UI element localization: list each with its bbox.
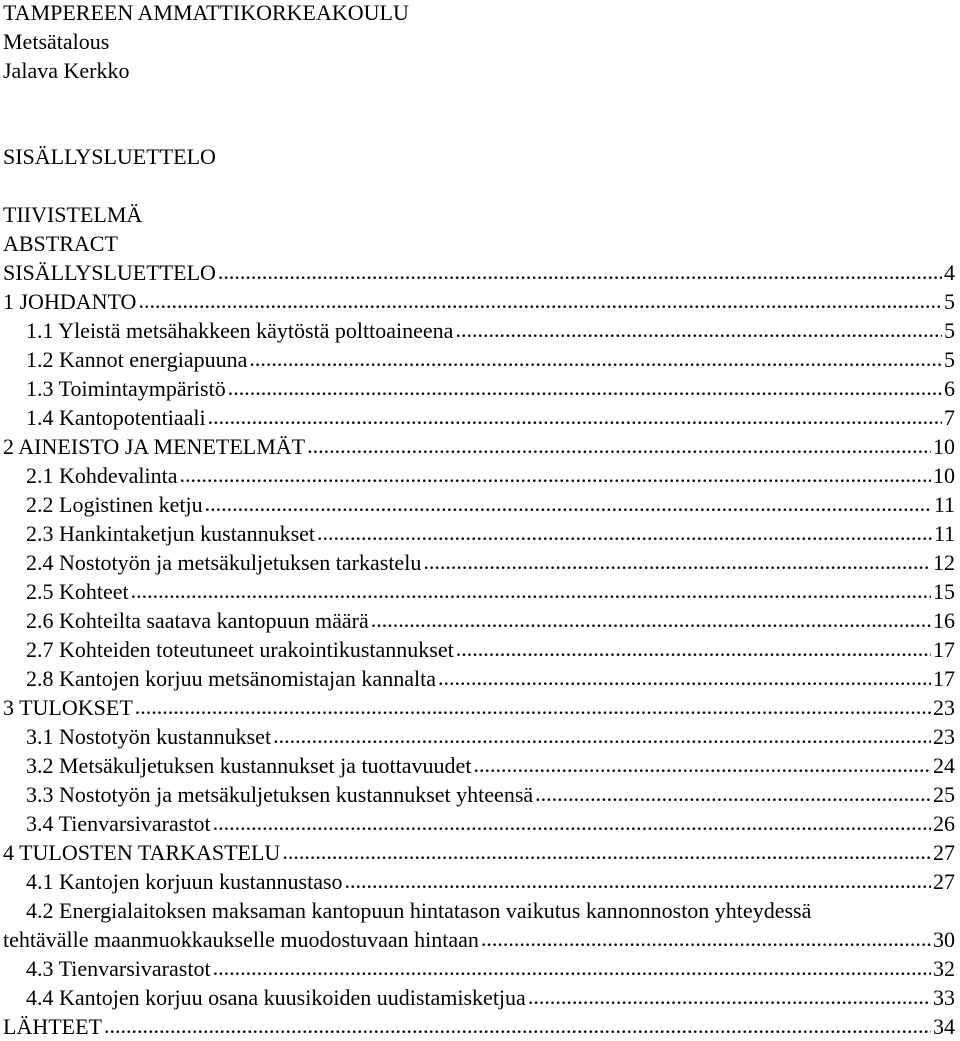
toc-dot-leader xyxy=(438,663,931,692)
toc-entry[interactable] xyxy=(3,577,955,606)
toc-entry-title: 3.2 Metsäkuljetuksen kustannukset ja tuottavuudet xyxy=(26,753,472,778)
toc-entry[interactable] xyxy=(3,751,955,780)
toc-entry-page: 23 xyxy=(933,695,955,720)
toc-entry-page: 16 xyxy=(933,608,955,633)
toc-dot-leader xyxy=(228,373,942,402)
front-matter-abstract-en: ABSTRACT xyxy=(3,231,118,256)
toc-entry-title: 3 TULOKSET xyxy=(3,695,133,720)
toc-dot-leader xyxy=(135,692,931,721)
toc-entry-title: 2.8 Kantojen korjuu metsänomistajan kannalta xyxy=(26,666,436,691)
toc-dot-leader xyxy=(317,518,932,547)
toc-dot-leader xyxy=(282,837,931,866)
toc-entry-page: 7 xyxy=(944,405,955,430)
toc-entry[interactable] xyxy=(3,693,955,722)
toc-entry-page: 23 xyxy=(933,724,955,749)
toc-entry-title: 2.2 Logistinen ketju xyxy=(26,492,203,517)
toc-entry[interactable] xyxy=(3,635,955,664)
toc-dot-leader xyxy=(131,576,931,605)
toc-entry-page: 5 xyxy=(944,318,955,343)
toc-entry[interactable] xyxy=(3,722,955,751)
toc-entry-title: 3.4 Tienvarsivarastot xyxy=(26,811,211,836)
toc-entry-title: 2.6 Kohteilta saatava kantopuun määrä xyxy=(26,608,369,633)
toc-entry-title: 3.1 Nostotyön kustannukset xyxy=(26,724,272,749)
toc-entry-page: 30 xyxy=(933,927,955,952)
toc-entry-page: 4 xyxy=(944,260,955,285)
toc-entry-page: 6 xyxy=(944,376,955,401)
toc-dot-leader xyxy=(481,924,931,953)
toc-entry-page: 17 xyxy=(933,666,955,691)
front-matter-abstract-fi: TIIVISTELMÄ xyxy=(3,202,143,227)
toc-entry-title: 2.3 Hankintaketjun kustannukset xyxy=(26,521,316,546)
toc-dot-leader xyxy=(218,257,942,286)
toc-dot-leader xyxy=(455,315,942,344)
toc-dot-leader xyxy=(180,460,931,489)
toc-entry-title: 1.2 Kannot energiapuuna xyxy=(26,347,248,372)
toc-entry[interactable] xyxy=(3,490,955,519)
toc-entry-title: 1.3 Toimintaympäristö xyxy=(26,376,226,401)
toc-dot-leader xyxy=(535,779,931,808)
toc-entry[interactable] xyxy=(3,780,955,809)
toc-entry-page: 11 xyxy=(933,521,955,546)
toc-entry-page: 25 xyxy=(933,782,955,807)
toc-entry[interactable] xyxy=(3,345,955,374)
toc-dot-leader xyxy=(213,953,931,982)
toc-entry[interactable] xyxy=(3,983,955,1012)
toc-entry-title: 2 AINEISTO JA MENETELMÄT xyxy=(3,434,306,459)
table-of-contents xyxy=(3,258,955,1041)
front-matter xyxy=(3,200,142,258)
toc-entry-title: 2.1 Kohdevalinta xyxy=(26,463,178,488)
toc-entry-page: 15 xyxy=(933,579,955,604)
author-name: Jalava Kerkko xyxy=(3,58,130,83)
toc-entry[interactable] xyxy=(3,287,955,316)
toc-entry-title: 4.4 Kantojen korjuu osana kuusikoiden uudistamisketjua xyxy=(26,985,526,1010)
toc-entry-page: 26 xyxy=(933,811,955,836)
toc-entry[interactable] xyxy=(3,809,955,838)
toc-dot-leader xyxy=(104,1011,931,1040)
toc-entry-title: 2.5 Kohteet xyxy=(26,579,129,604)
toc-entry-page: 27 xyxy=(933,840,955,865)
toc-entry[interactable] xyxy=(3,1012,955,1041)
toc-dot-leader xyxy=(423,547,931,576)
toc-entry[interactable] xyxy=(3,548,955,577)
institution-name: TAMPEREEN AMMATTIKORKEAKOULU xyxy=(3,0,409,25)
toc-dot-leader xyxy=(528,982,931,1011)
toc-entry[interactable] xyxy=(3,519,955,548)
program-name: Metsätalous xyxy=(3,29,110,54)
toc-entry-page: 17 xyxy=(933,637,955,662)
toc-entry[interactable] xyxy=(3,925,955,954)
toc-entry-title-line: 4.2 Energialaitoksen maksaman kantopuun hintatason vaikutus kannonnoston yhteydessä xyxy=(26,898,812,923)
toc-entry-page: 12 xyxy=(933,550,955,575)
toc-entry[interactable] xyxy=(3,838,955,867)
toc-entry[interactable] xyxy=(3,606,955,635)
toc-entry-page: 5 xyxy=(944,347,955,372)
toc-entry-page: 33 xyxy=(933,985,955,1010)
toc-dot-leader xyxy=(473,750,931,779)
toc-entry-title: 2.7 Kohteiden toteutuneet urakointikustannukset xyxy=(26,637,454,662)
toc-entry[interactable] xyxy=(3,316,955,345)
toc-dot-leader xyxy=(249,344,942,373)
toc-entry-title: 1.1 Yleistä metsähakkeen käytöstä polttoaineena xyxy=(26,318,454,343)
toc-entry-page: 27 xyxy=(933,869,955,894)
toc-entry-title: 3.3 Nostotyön ja metsäkuljetuksen kustannukset yhteensä xyxy=(26,782,534,807)
toc-entry[interactable] xyxy=(3,432,955,461)
toc-entry-title: 1.4 Kantopotentiaali xyxy=(26,405,206,430)
toc-dot-leader xyxy=(307,431,931,460)
toc-entry-title: 2.4 Nostotyön ja metsäkuljetuksen tarkastelu xyxy=(26,550,422,575)
toc-entry-page: 10 xyxy=(933,463,955,488)
toc-entry-title: 4 TULOSTEN TARKASTELU xyxy=(3,840,281,865)
toc-entry[interactable] xyxy=(3,664,955,693)
toc-dot-leader xyxy=(213,808,931,837)
toc-entry-title: 4.3 Tienvarsivarastot xyxy=(26,956,211,981)
toc-dot-leader xyxy=(345,866,931,895)
toc-entry-page: 10 xyxy=(933,434,955,459)
toc-entry-title: tehtävälle maanmuokkaukselle muodostuvaan hintaan xyxy=(3,927,479,952)
toc-entry[interactable] xyxy=(3,403,955,432)
toc-entry-page: 5 xyxy=(944,289,955,314)
toc-entry[interactable] xyxy=(3,374,955,403)
toc-entry-page: 32 xyxy=(933,956,955,981)
toc-dot-leader xyxy=(208,402,942,431)
toc-entry[interactable] xyxy=(3,461,955,490)
toc-dot-leader xyxy=(138,286,942,315)
toc-entry-title: 4.1 Kantojen korjuun kustannustaso xyxy=(26,869,343,894)
toc-dot-leader xyxy=(371,605,931,634)
toc-dot-leader xyxy=(205,489,932,518)
toc-entry-page: 24 xyxy=(933,753,955,778)
toc-entry-title: SISÄLLYSLUETTELO xyxy=(3,260,216,285)
toc-entry[interactable] xyxy=(3,954,955,983)
toc-dot-leader xyxy=(456,634,931,663)
toc-entry[interactable] xyxy=(3,258,955,287)
toc-entry-page: 11 xyxy=(933,492,955,517)
document-header xyxy=(3,0,409,85)
toc-entry[interactable] xyxy=(3,867,955,896)
toc-entry-title: LÄHTEET xyxy=(3,1014,102,1039)
toc-entry-title: 1 JOHDANTO xyxy=(3,289,137,314)
toc-entry-page: 34 xyxy=(933,1014,955,1039)
toc-dot-leader xyxy=(273,721,931,750)
toc-heading: SISÄLLYSLUETTELO xyxy=(3,144,216,169)
